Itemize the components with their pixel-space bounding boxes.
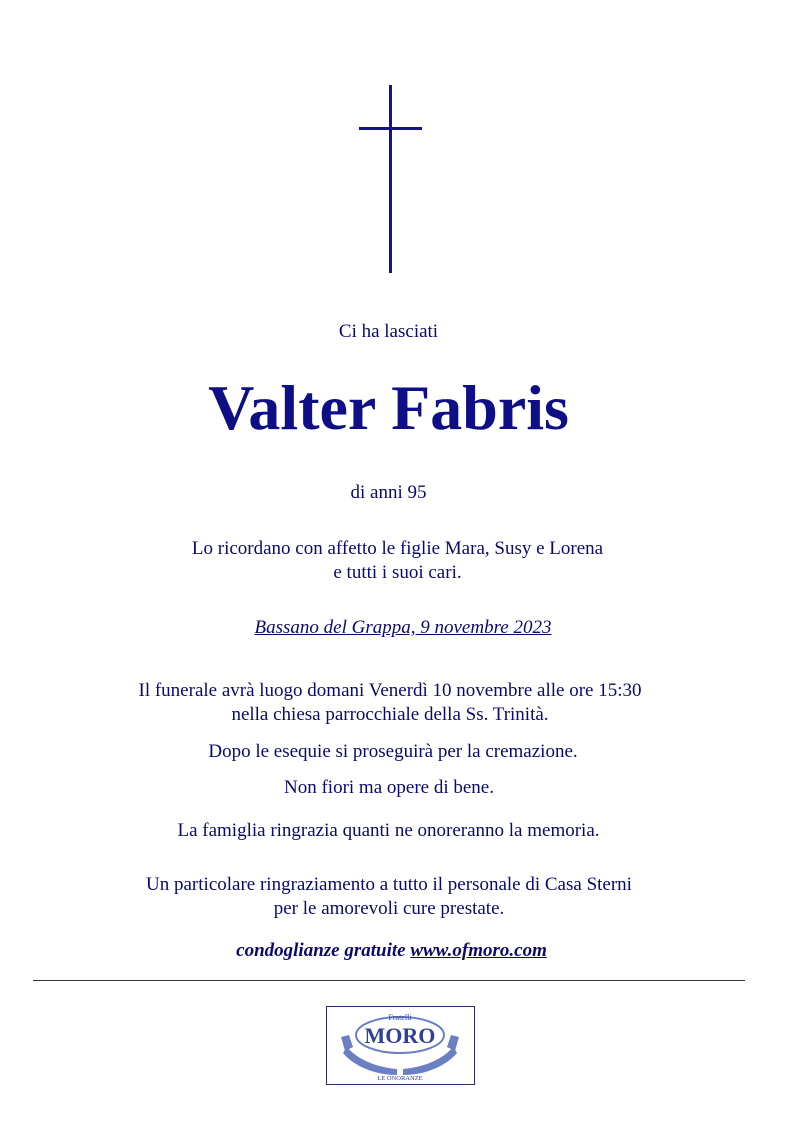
remembered-by-line-2: e tutti i suoi cari. bbox=[333, 562, 462, 583]
funeral-info-line-2: nella chiesa parrocchiale della Ss. Trinità. bbox=[231, 704, 549, 725]
logo-top-text: Fratelli bbox=[388, 1013, 412, 1022]
condolences-line bbox=[0, 940, 783, 962]
funeral-info-line-1: Il funerale avrà luogo domani Venerdì 10 novembre alle ore 15:30 bbox=[138, 680, 642, 701]
logo-bottom-text: LE ONORANZE bbox=[377, 1075, 423, 1082]
left-thumb-shape bbox=[341, 1035, 353, 1051]
flowers-text: Non fiori ma opere di bene. bbox=[284, 777, 494, 798]
remembered-by bbox=[0, 537, 795, 585]
deceased-name: Valter Fabris bbox=[208, 372, 569, 443]
special-thanks bbox=[0, 873, 778, 921]
after-service-text: Dopo le esequie si proseguirà per la cremazione. bbox=[208, 741, 578, 762]
right-thumb-shape bbox=[447, 1035, 459, 1051]
intro-text: Ci ha lasciati bbox=[338, 321, 439, 342]
funeral-info bbox=[0, 679, 780, 727]
cross-horizontal-bar bbox=[359, 127, 422, 130]
company-logo bbox=[326, 1006, 475, 1085]
condolences-link[interactable]: www.ofmoro.com bbox=[410, 940, 547, 961]
cross-vertical-bar bbox=[389, 85, 392, 273]
moro-logo-graphic bbox=[327, 1007, 474, 1084]
left-hand-shape bbox=[343, 1047, 397, 1075]
condolences-label: condoglianze gratuite bbox=[236, 940, 406, 961]
right-hand-shape bbox=[403, 1047, 457, 1075]
special-thanks-line-1: Un particolare ringraziamento a tutto il personale di Casa Sterni bbox=[146, 874, 632, 895]
family-thanks-text: La famiglia ringrazia quanti ne onoreranno la memoria. bbox=[177, 820, 600, 841]
divider bbox=[33, 980, 745, 981]
place-date: Bassano del Grappa, 9 novembre 2023 bbox=[254, 617, 552, 638]
remembered-by-line-1: Lo ricordano con affetto le figlie Mara, Susy e Lorena bbox=[191, 538, 604, 559]
logo-brand-text: MORO bbox=[364, 1023, 436, 1048]
special-thanks-line-2: per le amorevoli cure prestate. bbox=[273, 898, 505, 919]
age-text: di anni 95 bbox=[350, 482, 427, 503]
